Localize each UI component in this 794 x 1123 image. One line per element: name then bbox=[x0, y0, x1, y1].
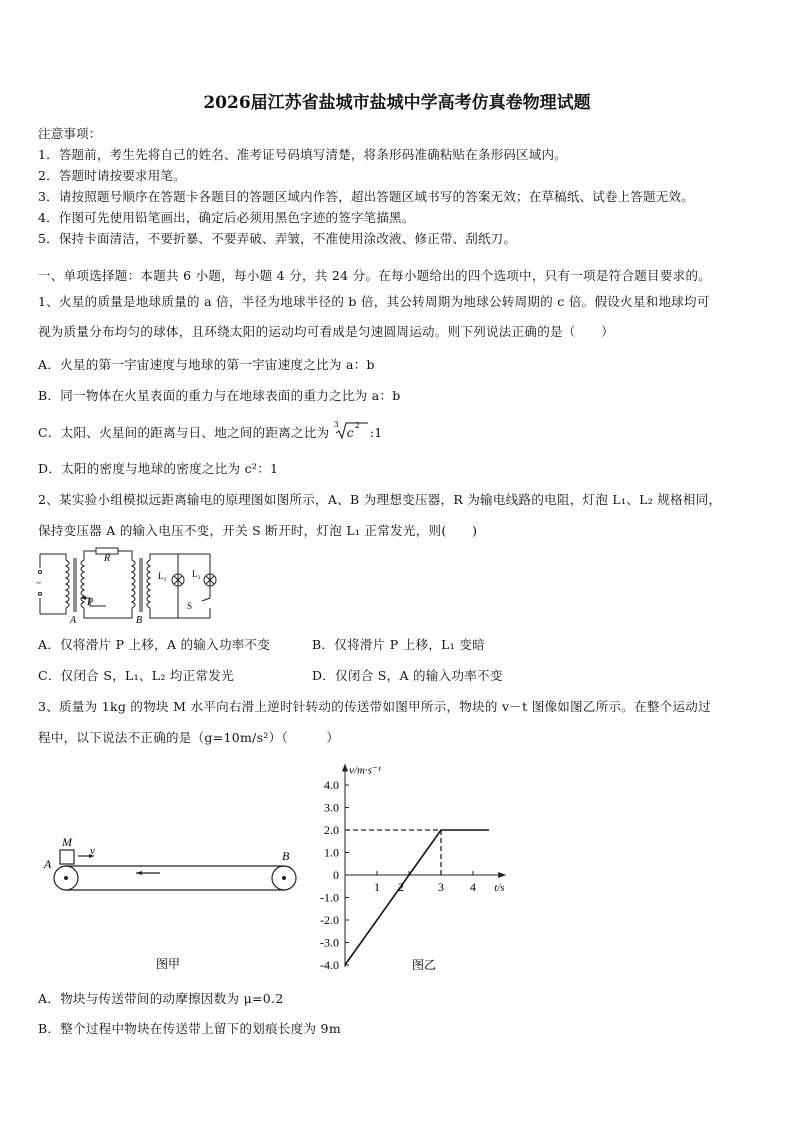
q1-option-c-text: C．太阳、火星间的距离与日、地之间的距离之比为 bbox=[38, 425, 330, 440]
y-tick-label: 3.0 bbox=[324, 800, 339, 815]
x-tick-label: 4 bbox=[470, 880, 476, 894]
radicand: c bbox=[346, 425, 355, 440]
y-tick-label: 2.0 bbox=[324, 823, 339, 837]
q3-option-b: B．整个过程中物块在传送带上留下的划痕长度为 9m bbox=[38, 1021, 341, 1036]
figure-yi-caption: 图乙 bbox=[412, 958, 437, 972]
y-axis-arrow bbox=[342, 764, 348, 772]
y-tick-label: 1.0 bbox=[324, 845, 339, 860]
q1-stem: 视为质量分布均匀的球体，且环绕太阳的运动均可看成是匀速圆周运动。则下列说法正确的是（ ） bbox=[38, 324, 615, 339]
x-axis-arrow bbox=[498, 872, 506, 878]
notice-heading: 注意事项： bbox=[38, 126, 102, 141]
q1-stem: 1、火星的质量是地球质量的 a 倍，半径为地球半径的 b 倍，其公转周期为地球公转周期的 c 倍。假设火星和地球均可 bbox=[38, 294, 710, 309]
q3-stem: 3、质量为 1kg 的物块 M 水平向右滑上逆时针转动的传送带如图甲所示，物块的 v－t 图像如图乙所示。在整个运动过 bbox=[38, 699, 711, 714]
notice-item: 2．答题时请按要求用笔。 bbox=[38, 168, 186, 183]
y-tick-label: -4.0 bbox=[320, 958, 339, 972]
velocity-line bbox=[345, 830, 489, 965]
end-a-label: A bbox=[44, 857, 52, 871]
y-axis-label: v/m·s⁻¹ bbox=[349, 764, 382, 777]
transformer-b-label: B bbox=[136, 615, 143, 624]
block-m-label: M bbox=[62, 835, 72, 849]
notice-item: 3．请按照题号顺序在答题卡各题目的答题区域内作答，超出答题区域书写的答案无效；在草稿纸、试卷上答题无效。 bbox=[38, 189, 694, 204]
conveyor-belt-diagram bbox=[30, 826, 310, 976]
lamp-l1-label: L₁ bbox=[158, 571, 167, 581]
q1-option-a: A．火星的第一宇宙速度与地球的第一宇宙速度之比为 a：b bbox=[38, 357, 375, 372]
x-tick-label: 1 bbox=[374, 880, 380, 894]
radicand-exponent: 2 bbox=[354, 421, 361, 430]
q2-option-a: A．仅将滑片 P 上移，A 的输入功率不变 bbox=[38, 637, 271, 652]
transmission-circuit-diagram bbox=[34, 546, 224, 624]
page-title: 2026届江苏省盐城市盐城中学高考仿真卷物理试题 bbox=[203, 93, 591, 113]
q3-stem: 程中，以下说法不正确的是（g=10m/s²）（ ） bbox=[38, 730, 340, 745]
notice-item: 5．保持卡面清洁，不要折暴、不要弄破、弄皱，不准使用涂改液、修正带、刮纸刀。 bbox=[38, 231, 517, 246]
resistor-label: R bbox=[104, 553, 111, 564]
switch-label: S bbox=[187, 601, 193, 611]
y-tick-label: -1.0 bbox=[320, 890, 339, 905]
q1-option-c bbox=[38, 420, 383, 441]
velocity-label: v bbox=[90, 845, 95, 857]
q2-stem: 保持变压器 A 的输入电压不变，开关 S 断开时，灯泡 L₁ 正常发光，则( ) bbox=[38, 523, 478, 538]
lamp-l2-label: L₂ bbox=[192, 569, 201, 579]
q1-option-c-ratio: :1 bbox=[369, 425, 383, 440]
y-tick-label: 4.0 bbox=[324, 778, 339, 792]
x-axis-label: t/s bbox=[494, 882, 505, 894]
q2-stem: 2、某实验小组模拟远距离输电的原理图如图所示，A、B 为理想变压器，R 为输电线路的电阻，灯泡 L₁、L₂ 规格相同， bbox=[38, 492, 722, 507]
q2-option-b: B．仅将滑片 P 上移，L₁ 变暗 bbox=[312, 637, 485, 652]
y-tick-label: 0 bbox=[333, 868, 339, 882]
notice-item: 1．答题前，考生先将自己的姓名、准考证号码填写清楚，将条形码准确粘贴在条形码区域内。 bbox=[38, 147, 567, 162]
q3-option-a: A．物块与传送带间的动摩擦因数为 μ=0.2 bbox=[38, 991, 284, 1006]
root-index: 3 bbox=[333, 420, 340, 429]
y-tick-label: -2.0 bbox=[320, 913, 339, 927]
y-tick-label: -3.0 bbox=[320, 935, 339, 950]
transformer-a-label: A bbox=[70, 615, 77, 624]
figure-jia-caption: 图甲 bbox=[156, 957, 181, 971]
x-tick-label: 2 bbox=[398, 880, 404, 894]
end-b-label: B bbox=[282, 849, 290, 863]
q2-option-d: D．仅闭合 S，A 的输入功率不变 bbox=[312, 668, 503, 683]
q2-option-c: C．仅闭合 S，L₁、L₂ 均正常发光 bbox=[38, 668, 234, 683]
x-tick-label: 3 bbox=[438, 880, 444, 894]
slider-label: P bbox=[87, 597, 94, 608]
q1-option-d: D．太阳的密度与地球的密度之比为 c²：1 bbox=[38, 461, 279, 476]
notice-item: 4．作图可先使用铅笔画出，确定后必须用黑色字迹的签字笔描黑。 bbox=[38, 210, 415, 225]
cube-root-expression bbox=[333, 420, 370, 440]
q1-option-b: B．同一物体在火星表面的重力与在地球表面的重力之比为 a：b bbox=[38, 388, 401, 403]
ac-source-icon: ~ bbox=[36, 578, 41, 588]
section-heading: 一、单项选择题：本题共 6 小题，每小题 4 分，共 24 分。在每小题给出的四个选项中，只有一项是符合题目要求的。 bbox=[38, 268, 712, 283]
vt-graph bbox=[300, 755, 530, 980]
